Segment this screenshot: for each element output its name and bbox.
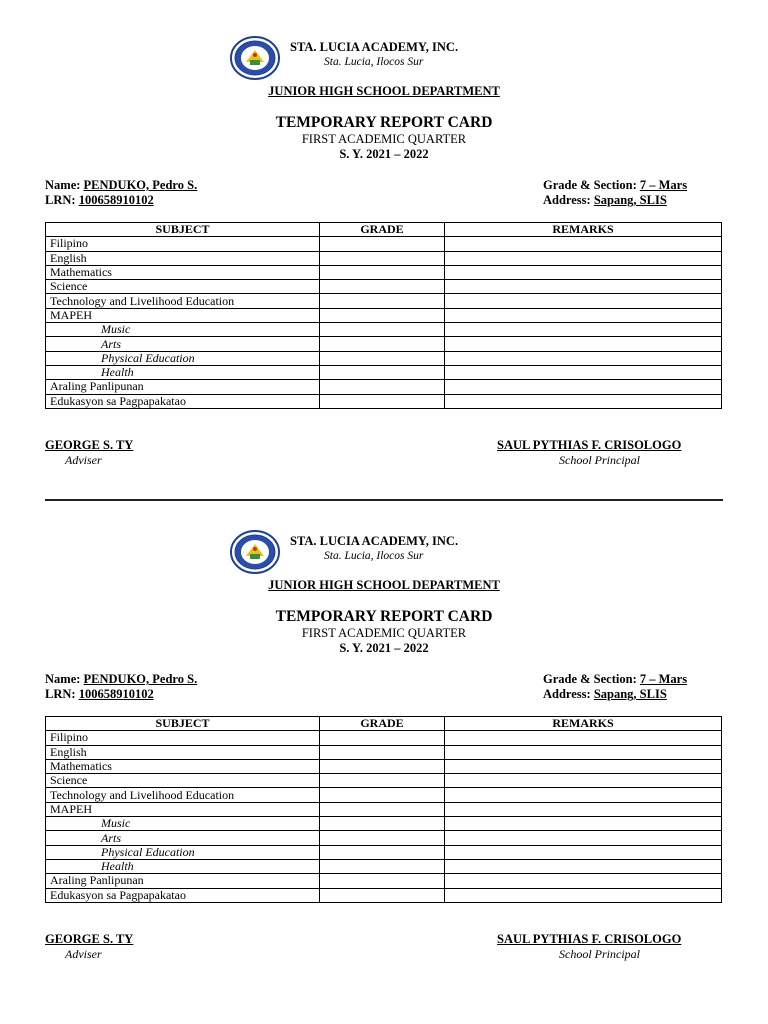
grade-cell <box>320 817 445 831</box>
report-card-title: TEMPORARY REPORT CARD <box>275 608 493 625</box>
adviser-name: GEORGE S. TY <box>45 932 134 946</box>
table-row <box>46 308 722 322</box>
subject-cell: Arts <box>46 831 320 845</box>
grades-table <box>45 716 722 903</box>
grade-cell <box>320 859 445 873</box>
subject-cell: Health <box>46 365 320 379</box>
lrn-row <box>45 193 154 208</box>
table-row <box>46 745 722 759</box>
subject-cell: Health <box>46 859 320 873</box>
subject-cell: Mathematics <box>46 759 320 773</box>
remarks-cell <box>445 774 722 788</box>
subject-cell: Science <box>46 774 320 788</box>
address-label: Address: <box>543 687 591 701</box>
principal-signature <box>497 932 681 962</box>
grade-cell <box>320 802 445 816</box>
school-seal-icon <box>230 530 280 574</box>
subject-cell: Science <box>46 280 320 294</box>
table-row <box>46 380 722 394</box>
table-row <box>46 294 722 308</box>
table-row <box>46 859 722 873</box>
table-row <box>46 817 722 831</box>
grade-cell <box>320 365 445 379</box>
school-year: S. Y. 2021 – 2022 <box>339 147 429 161</box>
grade-cell <box>320 294 445 308</box>
principal-name: SAUL PYTHIAS F. CRISOLOGO <box>497 932 682 946</box>
student-address: Sapang, SLIS <box>593 193 667 207</box>
adviser-signature <box>45 932 133 962</box>
adviser-role: Adviser <box>65 947 102 961</box>
remarks-cell <box>445 845 722 859</box>
subject-cell: Edukasyon sa Pagpapakatao <box>46 394 320 408</box>
grade-section-label: Grade & Section: <box>543 178 637 192</box>
remarks-cell <box>445 380 722 394</box>
student-name: PENDUKO, Pedro S. <box>83 672 198 686</box>
remarks-cell <box>445 337 722 351</box>
quarter-label: FIRST ACADEMIC QUARTER <box>301 626 467 640</box>
remarks-cell <box>445 280 722 294</box>
report-card-title: TEMPORARY REPORT CARD <box>275 114 493 131</box>
student-name-row <box>45 672 197 687</box>
grade-cell <box>320 788 445 802</box>
grade-cell <box>320 394 445 408</box>
remarks-header: REMARKS <box>445 223 722 237</box>
table-row <box>46 788 722 802</box>
table-row <box>46 323 722 337</box>
grade-cell <box>320 745 445 759</box>
school-address: Sta. Lucia, Ilocos Sur <box>324 550 424 562</box>
lrn-row <box>45 687 154 702</box>
grade-cell <box>320 351 445 365</box>
student-address: Sapang, SLIS <box>593 687 667 701</box>
table-row <box>46 394 722 408</box>
remarks-cell <box>445 731 722 745</box>
adviser-name: GEORGE S. TY <box>45 438 134 452</box>
school-year: S. Y. 2021 – 2022 <box>339 641 429 655</box>
remarks-cell <box>445 251 722 265</box>
report-card-bottom <box>0 494 768 988</box>
grade-cell <box>320 731 445 745</box>
remarks-cell <box>445 802 722 816</box>
subject-cell: English <box>46 251 320 265</box>
principal-role: School Principal <box>559 453 640 467</box>
report-card-top <box>0 0 768 494</box>
grade-cell <box>320 831 445 845</box>
department-title: JUNIOR HIGH SCHOOL DEPARTMENT <box>268 578 500 592</box>
address-row <box>543 193 667 208</box>
subject-header: SUBJECT <box>46 717 320 731</box>
table-row <box>46 351 722 365</box>
table-row <box>46 365 722 379</box>
quarter-label: FIRST ACADEMIC QUARTER <box>301 132 467 146</box>
remarks-header: REMARKS <box>445 717 722 731</box>
student-lrn: 100658910102 <box>78 193 154 207</box>
grade-cell <box>320 308 445 322</box>
remarks-cell <box>445 237 722 251</box>
remarks-cell <box>445 788 722 802</box>
subject-cell: Edukasyon sa Pagpapakatao <box>46 888 320 902</box>
grade-cell <box>320 380 445 394</box>
grade-cell <box>320 845 445 859</box>
subject-cell: Filipino <box>46 237 320 251</box>
grade-cell <box>320 251 445 265</box>
subject-cell: Mathematics <box>46 265 320 279</box>
subject-cell: Physical Education <box>46 845 320 859</box>
grade-header: GRADE <box>320 717 445 731</box>
table-row <box>46 731 722 745</box>
remarks-cell <box>445 759 722 773</box>
remarks-cell <box>445 745 722 759</box>
principal-role: School Principal <box>559 947 640 961</box>
grade-cell <box>320 323 445 337</box>
table-row <box>46 337 722 351</box>
name-label: Name: <box>45 178 81 192</box>
table-header-row <box>46 223 722 237</box>
subject-cell: English <box>46 745 320 759</box>
grade-section-row <box>543 672 687 687</box>
subject-cell: MAPEH <box>46 802 320 816</box>
address-row <box>543 687 667 702</box>
adviser-role: Adviser <box>65 453 102 467</box>
grade-section: 7 – Mars <box>639 178 688 192</box>
grade-cell <box>320 280 445 294</box>
remarks-cell <box>445 308 722 322</box>
grade-cell <box>320 237 445 251</box>
grade-cell <box>320 774 445 788</box>
subject-cell: Physical Education <box>46 351 320 365</box>
grade-cell <box>320 874 445 888</box>
grade-header: GRADE <box>320 223 445 237</box>
address-label: Address: <box>543 193 591 207</box>
grade-section: 7 – Mars <box>639 672 688 686</box>
table-header-row <box>46 717 722 731</box>
adviser-signature <box>45 438 133 468</box>
subject-cell: Technology and Livelihood Education <box>46 788 320 802</box>
school-seal-icon <box>230 36 280 80</box>
grade-cell <box>320 337 445 351</box>
subject-header: SUBJECT <box>46 223 320 237</box>
remarks-cell <box>445 888 722 902</box>
table-row <box>46 265 722 279</box>
subject-cell: Music <box>46 323 320 337</box>
table-row <box>46 237 722 251</box>
remarks-cell <box>445 365 722 379</box>
remarks-cell <box>445 323 722 337</box>
grade-cell <box>320 759 445 773</box>
grade-cell <box>320 265 445 279</box>
grade-section-label: Grade & Section: <box>543 672 637 686</box>
department-title: JUNIOR HIGH SCHOOL DEPARTMENT <box>268 84 500 98</box>
remarks-cell <box>445 351 722 365</box>
table-row <box>46 874 722 888</box>
table-row <box>46 845 722 859</box>
table-row <box>46 759 722 773</box>
principal-signature <box>497 438 681 468</box>
subject-cell: Filipino <box>46 731 320 745</box>
remarks-cell <box>445 394 722 408</box>
school-name: STA. LUCIA ACADEMY, INC. <box>290 534 459 548</box>
lrn-label: LRN: <box>45 687 76 701</box>
subject-cell: MAPEH <box>46 308 320 322</box>
principal-name: SAUL PYTHIAS F. CRISOLOGO <box>497 438 682 452</box>
lrn-label: LRN: <box>45 193 76 207</box>
school-name: STA. LUCIA ACADEMY, INC. <box>290 40 459 54</box>
subject-cell: Araling Panlipunan <box>46 380 320 394</box>
name-label: Name: <box>45 672 81 686</box>
subject-cell: Music <box>46 817 320 831</box>
remarks-cell <box>445 294 722 308</box>
grade-section-row <box>543 178 687 193</box>
subject-cell: Technology and Livelihood Education <box>46 294 320 308</box>
subject-cell: Arts <box>46 337 320 351</box>
remarks-cell <box>445 874 722 888</box>
table-row <box>46 831 722 845</box>
table-row <box>46 888 722 902</box>
table-row <box>46 280 722 294</box>
grade-cell <box>320 888 445 902</box>
table-row <box>46 251 722 265</box>
table-row <box>46 802 722 816</box>
student-name: PENDUKO, Pedro S. <box>83 178 198 192</box>
remarks-cell <box>445 817 722 831</box>
remarks-cell <box>445 831 722 845</box>
table-row <box>46 774 722 788</box>
remarks-cell <box>445 265 722 279</box>
student-lrn: 100658910102 <box>78 687 154 701</box>
student-name-row <box>45 178 197 193</box>
school-address: Sta. Lucia, Ilocos Sur <box>324 56 424 68</box>
subject-cell: Araling Panlipunan <box>46 874 320 888</box>
grades-table <box>45 222 722 409</box>
remarks-cell <box>445 859 722 873</box>
